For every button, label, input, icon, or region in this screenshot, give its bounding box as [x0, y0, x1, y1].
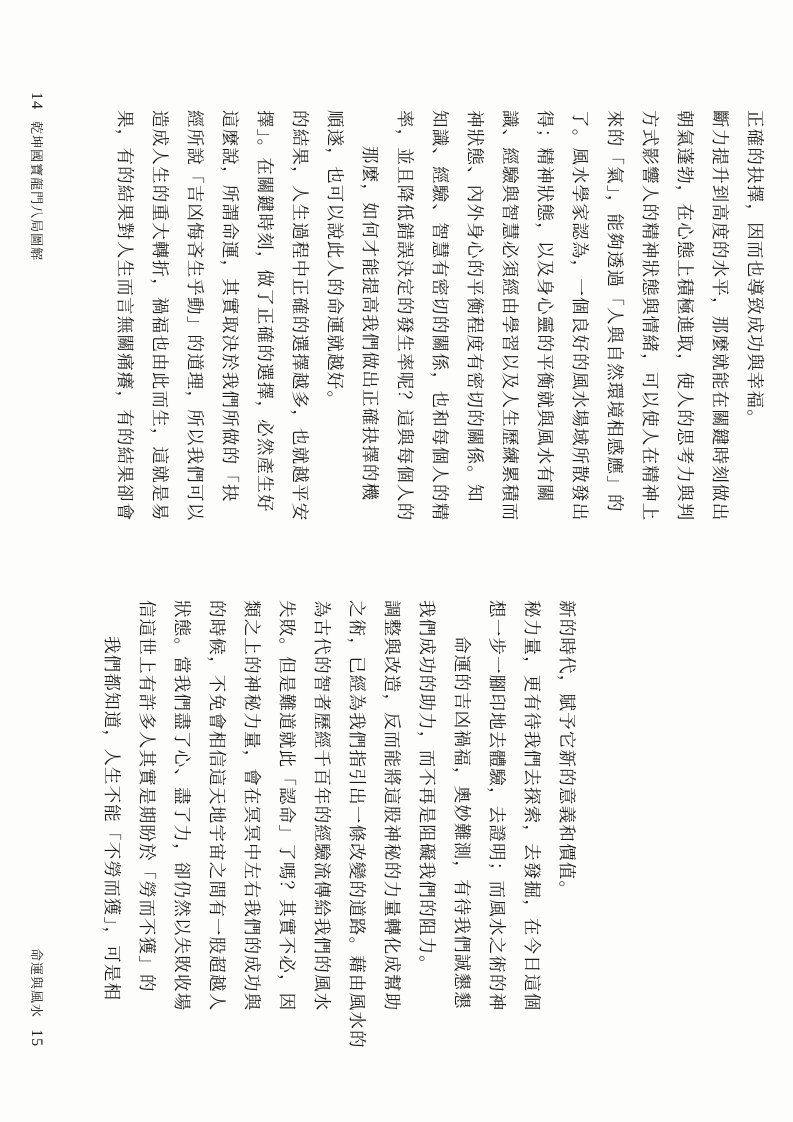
text-line: 我們成功的助力，而不再是阻礙我們的阻力。	[416, 600, 436, 974]
text-line: 造成人生的重大轉折，禍福也由此而生，這就是易	[149, 110, 169, 522]
right-page-number: 15	[28, 1029, 45, 1048]
text-line: 命運的吉凶禍福，奧妙難測，有待我們誠懇懇	[451, 636, 471, 1010]
text-line: 率，並且降低錯誤決定的發生率呢？這與每個人的	[394, 110, 414, 522]
text-line: 得；精神狀態，以及身心靈的平衡就與風水有關	[534, 110, 554, 503]
text-line: 了。風水學家認為，一個良好的風水場域所散發出	[569, 110, 589, 522]
left-page-body	[106, 110, 771, 630]
right-page-running-title: 命運與風水	[28, 948, 43, 1019]
text-line: 斷力提升到高度的水平，那麼就能在關鍵時刻做出	[709, 110, 729, 522]
text-line: 這麼說，所謂命運，其實取決於我們所做的「抉	[219, 110, 239, 503]
text-line: 之術，已經為我們指引出一條改變的道路。藉由風水的	[346, 600, 366, 1049]
text-line: 來的「氣」，能夠透過「人與自然環境相感應」的	[604, 110, 624, 513]
text-line: 正確的抉擇，因而也導致成功與幸福。	[744, 110, 764, 428]
text-line: 類之上的神秘力量，會在冥冥中左右我們的成功與	[241, 600, 261, 1012]
text-line: 調整與改造，反而能將這股神秘的力量轉化成幫助	[381, 600, 401, 1012]
right-page-header	[27, 948, 47, 1053]
text-line: 識、經驗與智慧必須經由學習以及人生歷練累積而	[499, 110, 519, 522]
text-line: 方式影響人的精神狀態與情緒，可以使人在精神上	[639, 110, 659, 522]
left-page-running-title: 乾坤國寶龍門八局圖解	[28, 121, 43, 262]
text-line: 那麼，如何才能提高我們做出正確抉擇的機	[359, 146, 379, 502]
text-line: 擇」。在關鍵時刻，做了正確的選擇，必然產生好	[254, 110, 274, 513]
text-line: 朝氣蓬勃，在心態上積極進取，使人的思考力與判	[674, 110, 694, 522]
text-line: 知識、經驗、智慧有密切的關係，也和每個人的精	[429, 110, 449, 522]
text-line: 為古代的智者歷經千百年的經驗流傳給我們的風水	[311, 600, 331, 1012]
text-line: 想一步一腳印地去體驗，去證明；而風水之術的神	[486, 600, 506, 1012]
text-line: 的時候，不免會相信這天地宇宙之間有一股超越人	[206, 600, 226, 1012]
text-line: 的結果，人生過程中正確的選擇越多，也就越平安	[289, 110, 309, 522]
text-line: 狀態。當我們盡了心、盡了力，卻仍然以失敗收場	[171, 600, 191, 1012]
text-line: 失敗。但是難道就此「認命」了嗎？其實不必，因	[276, 600, 296, 1012]
right-page-body	[93, 600, 583, 1080]
text-line: 果，有的結果對人生而言無關痛癢，有的結果卻會	[114, 110, 134, 522]
text-line: 新的時代，賦予它新的意義和價值。	[556, 600, 576, 900]
text-line: 我們都知道，人生不能「不勞而獲」，可是相	[101, 636, 121, 1002]
text-line: 順遂，也可以說此人的命運就越好。	[324, 110, 344, 410]
text-line: 秘力量，更有待我們去探索，去發掘，在今日這個	[521, 600, 541, 1012]
text-line: 信這世上有許多人其實是期盼於「勞而不獲」的	[136, 600, 156, 993]
left-page-header	[27, 86, 47, 261]
left-page-number: 14	[28, 92, 45, 110]
text-line: 經所說「吉凶悔吝生乎動」的道理，所以我們可以	[184, 110, 204, 522]
text-line: 神狀態、內外身心的平衡程度有密切的關係。知	[464, 110, 484, 503]
